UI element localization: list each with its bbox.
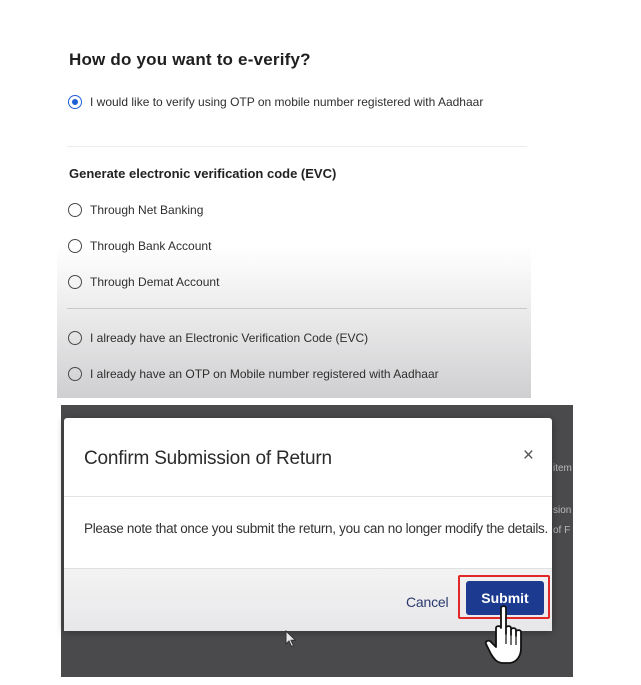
close-icon[interactable]: × — [522, 445, 534, 466]
radio-unselected-icon[interactable] — [68, 239, 82, 253]
option-demat-account[interactable] — [68, 275, 219, 289]
everify-panel — [57, 38, 531, 398]
section-divider — [67, 146, 527, 147]
section-divider — [67, 308, 527, 309]
radio-unselected-icon[interactable] — [68, 331, 82, 345]
option-existing-evc-label: I already have an Electronic Verification Code (EVC) — [90, 331, 369, 345]
background-text: item — [553, 463, 572, 474]
background-text: of F — [553, 525, 571, 536]
option-bank-account-label: Through Bank Account — [90, 239, 212, 253]
radio-selected-icon[interactable] — [68, 95, 82, 109]
submit-button[interactable]: Submit — [466, 581, 544, 615]
option-demat-account-label: Through Demat Account — [90, 275, 220, 289]
dialog-title: Confirm Submission of Return — [84, 448, 332, 469]
option-bank-account[interactable] — [68, 239, 211, 253]
option-aadhaar-otp-label: I would like to verify using OTP on mobile number registered with Aadhaar — [90, 95, 484, 109]
option-net-banking[interactable] — [68, 203, 203, 217]
option-existing-otp[interactable] — [68, 367, 439, 381]
radio-unselected-icon[interactable] — [68, 275, 82, 289]
option-existing-evc[interactable] — [68, 331, 368, 345]
hand-pointer-icon — [484, 604, 534, 670]
evc-section-title: Generate electronic verification code (EVC) — [69, 166, 337, 181]
radio-unselected-icon[interactable] — [68, 203, 82, 217]
everify-title: How do you want to e-verify? — [69, 50, 311, 69]
mouse-pointer-icon — [285, 630, 297, 648]
option-aadhaar-otp[interactable] — [68, 95, 483, 109]
option-net-banking-label: Through Net Banking — [90, 203, 204, 217]
cancel-button[interactable]: Cancel — [406, 594, 449, 610]
dialog-divider — [64, 496, 552, 497]
dialog-message: Please note that once you submit the return, you can no longer modify the details. — [84, 521, 548, 536]
background-text: sion — [553, 505, 572, 516]
option-existing-otp-label: I already have an OTP on Mobile number registered with Aadhaar — [90, 367, 439, 381]
radio-unselected-icon[interactable] — [68, 367, 82, 381]
